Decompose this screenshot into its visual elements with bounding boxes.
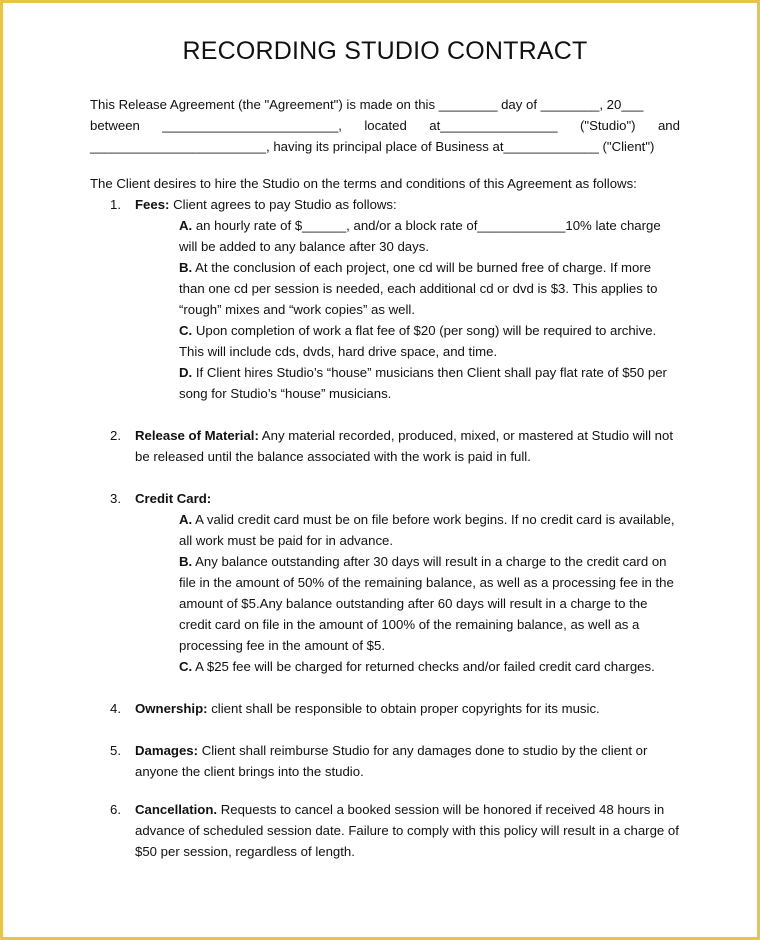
section-text: client shall be responsible to obtain proper copyrights for its music. [207, 701, 600, 716]
section-text: Client shall reimburse Studio for any damages done to studio by the client or anyone the client brings into the studio. [135, 743, 648, 779]
section-number: 1. [110, 197, 121, 212]
subitem-label: C. [179, 659, 193, 674]
intro-word: at________________ [429, 118, 558, 133]
section-damages [90, 740, 680, 782]
section-credit-card [90, 488, 680, 677]
subitem-b [179, 551, 680, 656]
section-heading: Damages: [135, 743, 199, 758]
subitem-text: an hourly rate of $______, and/or a block rate of____________10% late charge will be added to any balance after 30 days. [179, 218, 661, 254]
intro-word: located [364, 118, 407, 133]
section-text: Client agrees to pay Studio as follows: [169, 197, 397, 212]
subitem-label: B. [179, 260, 193, 275]
subitem-label: A. [179, 512, 193, 527]
desire-paragraph: The Client desires to hire the Studio on the terms and conditions of this Agreement as follows: [90, 176, 637, 191]
subitem-text: If Client hires Studio’s “house” musicians then Client shall pay flat rate of $50 per song for Studio’s “house” musicians. [179, 365, 667, 401]
fees-subitems [135, 215, 680, 404]
section-number: 5. [110, 743, 121, 758]
subitem-label: A. [179, 218, 193, 233]
section-fees [90, 194, 680, 404]
section-release [90, 425, 680, 467]
intro-line-1: This Release Agreement (the "Agreement") is made on this ________ day of ________, 20___ [90, 97, 644, 112]
subitem-text: At the conclusion of each project, one cd will be burned free of charge. If more than one cd per session is needed, each additional cd or dvd is $3. This applies to “rough” mixes and “work copies” as well. [179, 260, 658, 317]
section-cancellation [90, 799, 680, 862]
intro-line-3: ________________________, having its principal place of Business at_____________ ("Client") [90, 139, 655, 154]
subitem-text: Any balance outstanding after 30 days will result in a charge to the credit card on file in the amount of 50% of the remaining balance, as well as a processing fee in the amount of $5.Any balance outstanding after 60 days will result in a charge to the credit card on file in the amount of 100% of the remaining balance, as well as a processing fee in the amount of $5. [179, 554, 674, 653]
subitem-a [179, 509, 680, 551]
section-number: 2. [110, 428, 121, 443]
section-heading: Ownership: [135, 701, 208, 716]
section-heading: Release of Material: [135, 428, 259, 443]
subitem-d [179, 362, 680, 404]
document-title: RECORDING STUDIO CONTRACT [182, 37, 588, 65]
subitem-a [179, 215, 680, 257]
subitem-text: A $25 fee will be charged for returned checks and/or failed credit card charges. [192, 659, 655, 674]
credit-subitems [135, 509, 680, 677]
subitem-text: A valid credit card must be on file before work begins. If no credit card is available, all work must be paid for in advance. [179, 512, 675, 548]
section-text: Any material recorded, produced, mixed, or mastered at Studio will not be released until the balance associated with the work is paid in full. [135, 428, 674, 464]
section-number: 6. [110, 802, 121, 817]
intro-line-2 [90, 115, 680, 136]
subitem-text: Upon completion of work a flat fee of $20 (per song) will be required to archive. This will include cds, dvds, hard drive space, and time. [179, 323, 657, 359]
intro-word: between [90, 118, 140, 133]
subitem-label: D. [179, 365, 193, 380]
section-heading: Credit Card: [135, 491, 212, 506]
contract-page [90, 36, 680, 862]
subitem-label: C. [179, 323, 193, 338]
intro-word: and [657, 118, 680, 133]
subitem-label: B. [179, 554, 193, 569]
subitem-c [179, 656, 680, 677]
subitem-b [179, 257, 680, 320]
section-heading: Cancellation. [135, 802, 218, 817]
section-ownership [90, 698, 680, 719]
intro-word: ________________________, [162, 118, 342, 133]
section-heading: Fees: [135, 197, 170, 212]
section-number: 4. [110, 701, 121, 716]
subitem-c [179, 320, 680, 362]
section-number: 3. [110, 491, 121, 506]
intro-word: ("Studio") [580, 118, 636, 133]
section-text: Requests to cancel a booked session will be honored if received 48 hours in advance of scheduled session date. Failure to comply with this policy will result in a charge of $50 per session, regardless of length. [135, 802, 679, 859]
